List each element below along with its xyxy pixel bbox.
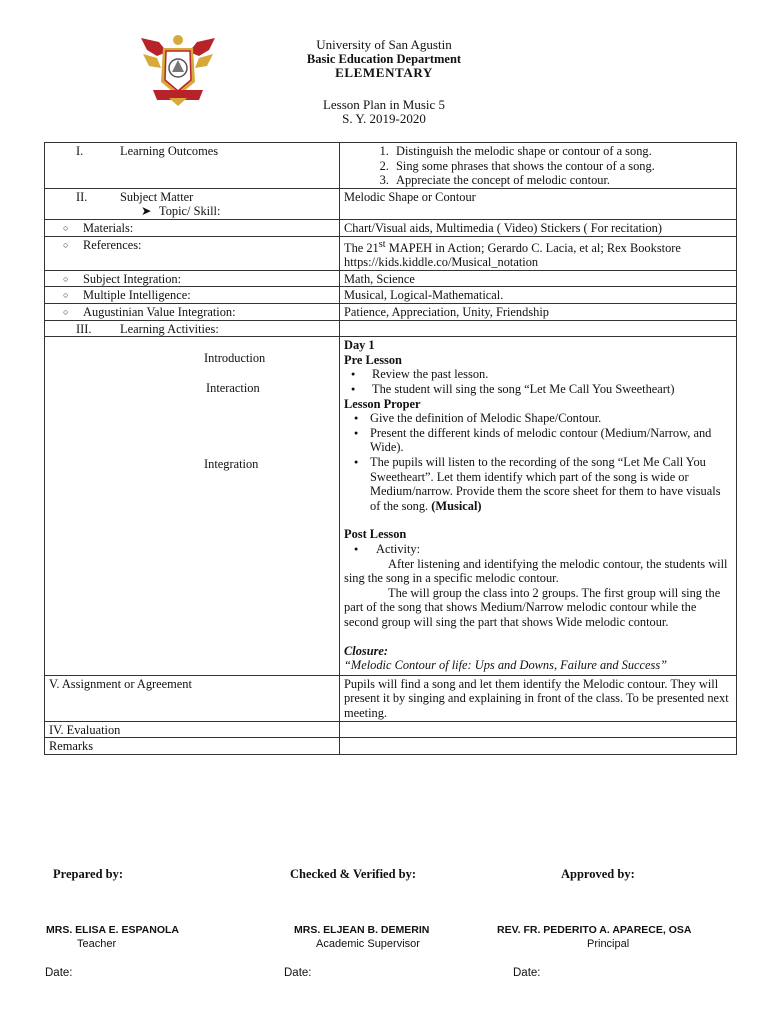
outcome-item: 2. Sing some phrases that shows the contour of a song. xyxy=(392,159,732,174)
learning-outcomes-label-cell xyxy=(45,143,340,189)
references-value xyxy=(340,236,737,270)
department-name: Basic Education Department xyxy=(306,52,462,66)
checked-by-role: Academic Supervisor xyxy=(316,938,420,950)
list-item: ● Give the definition of Melodic Shape/Contour. xyxy=(354,411,732,426)
lesson-steps-cell xyxy=(45,337,340,675)
row-subject-matter xyxy=(45,188,737,219)
assignment-label: V. Assignment or Agreement xyxy=(45,675,340,721)
multiple-intelligence-value: Musical, Logical-Mathematical. xyxy=(340,287,737,304)
learning-outcomes-cell xyxy=(340,143,737,189)
lesson-proper-list xyxy=(344,411,732,513)
musical-tag: (Musical) xyxy=(431,498,482,513)
value-integration-label: Augustinian Value Integration: xyxy=(83,305,236,320)
subject-matter-label: Subject Matter xyxy=(120,189,194,204)
roman-numeral: I. xyxy=(76,144,84,158)
lesson-content-cell xyxy=(340,337,737,675)
references-label: References: xyxy=(83,237,142,252)
subject-matter-label-cell xyxy=(45,188,340,219)
assignment-value: Pupils will find a song and let them identify the Melodic contour. They will present it by singing and explaining in front of the class. To be presented next meeting. xyxy=(340,675,737,721)
step-interaction: Interaction xyxy=(206,381,260,396)
checked-by-date-label: Date: xyxy=(284,967,312,979)
multiple-intelligence-label: Multiple Intelligence: xyxy=(83,288,191,303)
subject-matter-value: Melodic Shape or Contour xyxy=(340,188,737,219)
outcome-item: 1. Distinguish the melodic shape or contour of a song. xyxy=(392,144,732,159)
materials-value: Chart/Visual aids, Multimedia ( Video) Stickers ( For recitation) xyxy=(340,219,737,236)
references-text: The 21 xyxy=(344,240,379,255)
checked-by-name: MRS. ELJEAN B. DEMERIN xyxy=(294,924,430,936)
materials-label: Materials: xyxy=(83,220,134,235)
plan-title: Lesson Plan in Music 5 xyxy=(322,97,446,112)
circle-bullet-icon: ○ xyxy=(63,239,69,250)
topic-skill-label: Topic/ Skill: xyxy=(159,204,221,219)
value-integration-value: Patience, Appreciation, Unity, Friendship xyxy=(340,304,737,321)
row-subject-integration xyxy=(45,270,737,287)
outcome-item: 3. Appreciate the concept of melodic contour. xyxy=(392,173,732,188)
prepared-by-label: Prepared by: xyxy=(53,867,124,881)
lesson-proper-heading: Lesson Proper xyxy=(344,396,421,411)
row-references xyxy=(45,236,737,270)
row-value-integration xyxy=(45,304,737,321)
subject-integration-label: Subject Integration: xyxy=(83,271,182,286)
evaluation-value xyxy=(340,721,737,738)
checked-by-label: Checked & Verified by: xyxy=(290,867,417,881)
post-lesson-list xyxy=(344,542,732,557)
list-item: ● Review the past lesson. xyxy=(354,367,732,382)
remarks-value xyxy=(340,738,737,755)
row-learning-outcomes xyxy=(45,143,737,189)
circle-bullet-icon: ○ xyxy=(63,273,69,284)
list-item: ● The student will sing the song “Let Me Call You Sweetheart) xyxy=(354,382,732,397)
circle-bullet-icon: ○ xyxy=(63,222,69,233)
roman-numeral: III. xyxy=(76,321,92,336)
approved-by-role: Principal xyxy=(587,938,630,950)
list-item xyxy=(354,455,732,513)
university-name: University of San Agustin xyxy=(316,37,452,52)
arrow-bullet-icon: ➤ xyxy=(141,204,152,219)
activity-paragraph-1: After listening and identifying the melodic contour, the students will sing the song in a specific melodic contour. xyxy=(344,556,728,586)
row-remarks xyxy=(45,738,737,755)
list-item: ● Activity: xyxy=(354,542,732,557)
roman-numeral: II. xyxy=(76,189,88,204)
row-multiple-intelligence xyxy=(45,287,737,304)
learning-activities-label: Learning Activities: xyxy=(120,321,219,336)
document-header xyxy=(0,38,768,126)
day-heading: Day 1 xyxy=(344,338,375,353)
list-item: ● Present the different kinds of melodic contour (Medium/Narrow, and Wide). xyxy=(354,426,732,455)
step-integration: Integration xyxy=(204,457,259,472)
list-item-text: The pupils will listen to the recording of the song “Let Me Call You Sweetheart”. Let them identify which part of the song is wide or Medium/narrow. Provide them the score sheet for them to have visuals of the song. xyxy=(370,455,721,513)
prepared-by-role: Teacher xyxy=(77,938,117,950)
learning-outcomes-label: Learning Outcomes xyxy=(120,144,219,158)
level-name: ELEMENTARY xyxy=(335,65,433,80)
row-lesson-body xyxy=(45,337,737,675)
row-assignment xyxy=(45,675,737,721)
outcomes-list xyxy=(344,144,732,188)
approved-by-date-label: Date: xyxy=(513,967,541,979)
row-evaluation xyxy=(45,721,737,738)
closure-text: “Melodic Contour of life: Ups and Downs, Failure and Success” xyxy=(344,658,668,673)
row-materials xyxy=(45,219,737,236)
references-url: https://kids.kiddle.co/Musical_notation xyxy=(344,255,539,270)
activity-paragraph-2: The will group the class into 2 groups. The first group will sing the part of the song that shows Medium/Narrow melodic contour while the second group will sing the part that shows Wide melodic contour. xyxy=(344,585,721,629)
closure-heading: Closure: xyxy=(344,643,389,658)
approved-by-label: Approved by: xyxy=(561,867,635,881)
circle-bullet-icon: ○ xyxy=(63,290,69,301)
evaluation-label: IV. Evaluation xyxy=(45,721,340,738)
post-lesson-heading: Post Lesson xyxy=(344,527,407,542)
step-introduction: Introduction xyxy=(204,351,266,366)
subject-integration-value: Math, Science xyxy=(340,270,737,287)
pre-lesson-list xyxy=(344,367,732,396)
circle-bullet-icon: ○ xyxy=(63,307,69,318)
pre-lesson-heading: Pre Lesson xyxy=(344,352,402,367)
lesson-plan-table xyxy=(44,142,737,755)
row-learning-activities xyxy=(45,320,737,337)
references-text-rest: MAPEH in Action; Gerardo C. Lacia, et al; Rex Bookstore xyxy=(385,240,681,255)
remarks-label: Remarks xyxy=(45,738,340,755)
school-year: S. Y. 2019-2020 xyxy=(342,111,426,126)
prepared-by-date-label: Date: xyxy=(45,967,73,979)
approved-by-name: REV. FR. PEDERITO A. APARECE, OSA xyxy=(497,924,692,936)
references-superscript: st xyxy=(378,238,386,250)
prepared-by-name: MRS. ELISA E. ESPANOLA xyxy=(46,924,180,936)
